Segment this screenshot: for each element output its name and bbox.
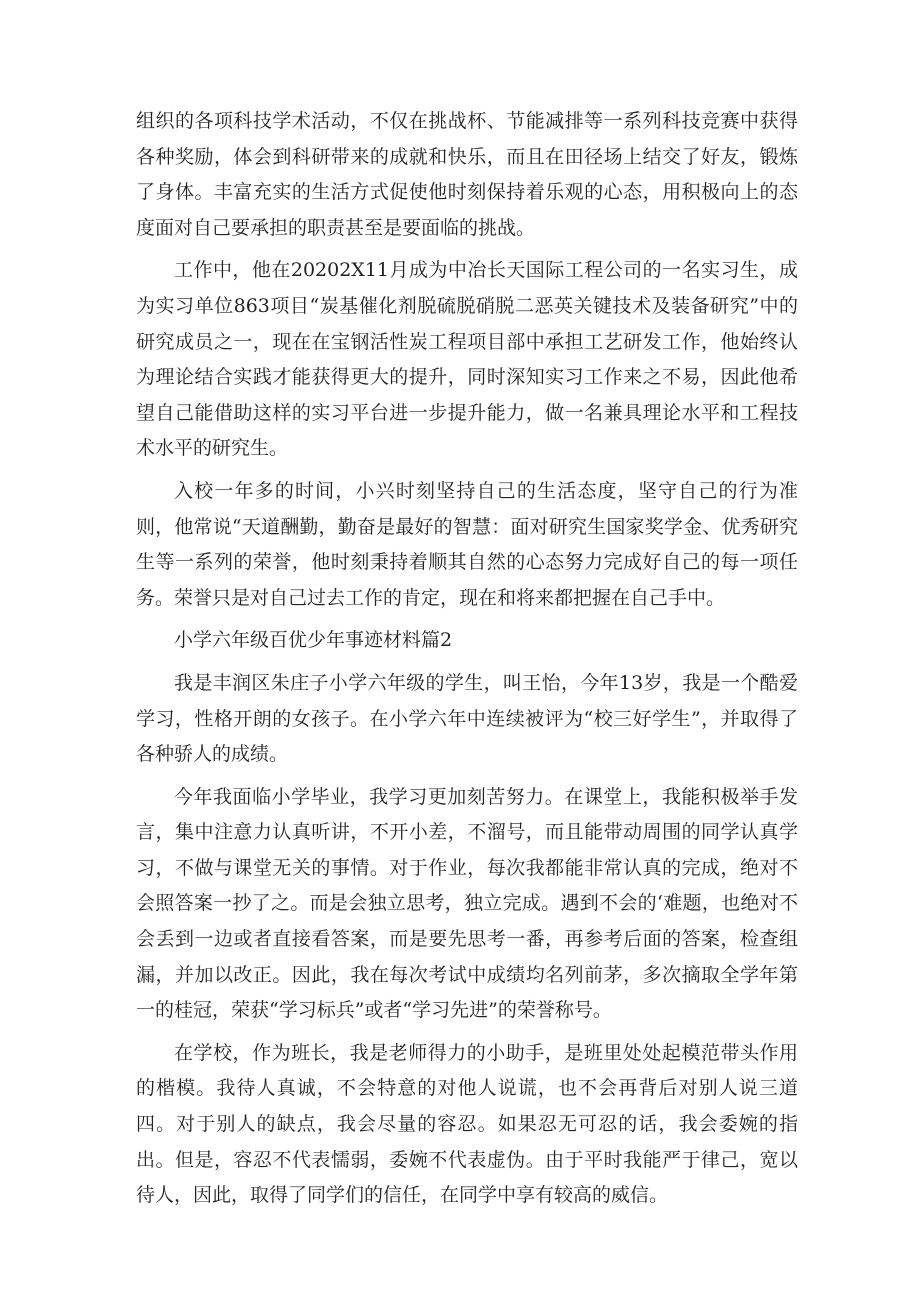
paragraph-study: 今年我面临小学毕业，我学习更加刻苦努力。在课堂上，我能积极举手发言，集中注意力认真听讲，不开小差，不溜号，而且能带动周围的同学认真学习，不做与课堂无关的事情。对于作业，每次我都能非常认真的完成，绝对不会照答案一抄了之。而是会独立思考，独立完成。遇到不会的‘难题，也绝对不会丢到一边或者直接看答案，而是要先思考一番，再参考后面的答案，检查组漏，并加以改正。因此，我在每次考试中成绩均名列前茅，多次摘取全学年第一的桂冠，荣获“学习标兵”或者“学习先进”的荣誉称号。	[136, 785, 798, 1022]
paragraph-work: 工作中，他在20202X11月成为中冶长天国际工程公司的一名实习生，成为实习单位863项目“炭基催化剂脱硫脱硝脱二恶英关键技术及装备研究”中的研究成员之一，现在在宝钢活性炭工程项目部中承担工艺研发工作，他始终认为理论结合实践才能获得更大的提升，同时深知实习工作来之不易，因此他希望自己能借助这样的实习平台进一步提升能力，做一名兼具理论水平和工程技术水平的研究生。	[136, 259, 798, 460]
paragraph-attitude: 入校一年多的时间，小兴时刻坚持自己的生活态度，坚守自己的行为准则，他常说“天道酬勤，勤奋是最好的智慧：面对研究生国家奖学金、优秀研究生等一系列的荣誉，他时刻秉持着顺其自然的心态努力完成好自己的每一项任务。荣誉只是对自己过去工作的肯定，现在和将来都把握在自己手中。	[136, 479, 798, 609]
document-page	[136, 104, 798, 1221]
section-heading: 小学六年级百优少年事迹材料篇2	[174, 629, 453, 652]
paragraph-continuation: 组织的各项科技学术活动，不仅在挑战杯、节能减排等一系列科技竞赛中获得各种奖励，体会到科研带来的成就和快乐，而且在田径场上结交了好友，锻炼了身体。丰富充实的生活方式促使他时刻保持着乐观的心态，用积极向上的态度面对自己要承担的职责甚至是要面临的挑战。	[136, 110, 798, 239]
paragraph-monitor: 在学校，作为班长，我是老师得力的小助手，是班里处处起模范带头作用的楷模。我待人真诚，不会特意的对他人说谎，也不会再背后对别人说三道四。对于别人的缺点，我会尽量的容忍。如果忍无可忍的话，我会委婉的指出。但是，容忍不代表懦弱，委婉不代表虚伪。由于平时我能严于律己，宽以待人，因此，取得了同学们的信任，在同学中享有较高的威信。	[136, 1041, 798, 1207]
paragraph-intro: 我是丰润区朱庄子小学六年级的学生，叫王怡，今年13岁，我是一个酷爱学习，性格开朗的女孩子。在小学六年中连续被评为“校三好学生”，并取得了各种骄人的成绩。	[136, 671, 798, 766]
